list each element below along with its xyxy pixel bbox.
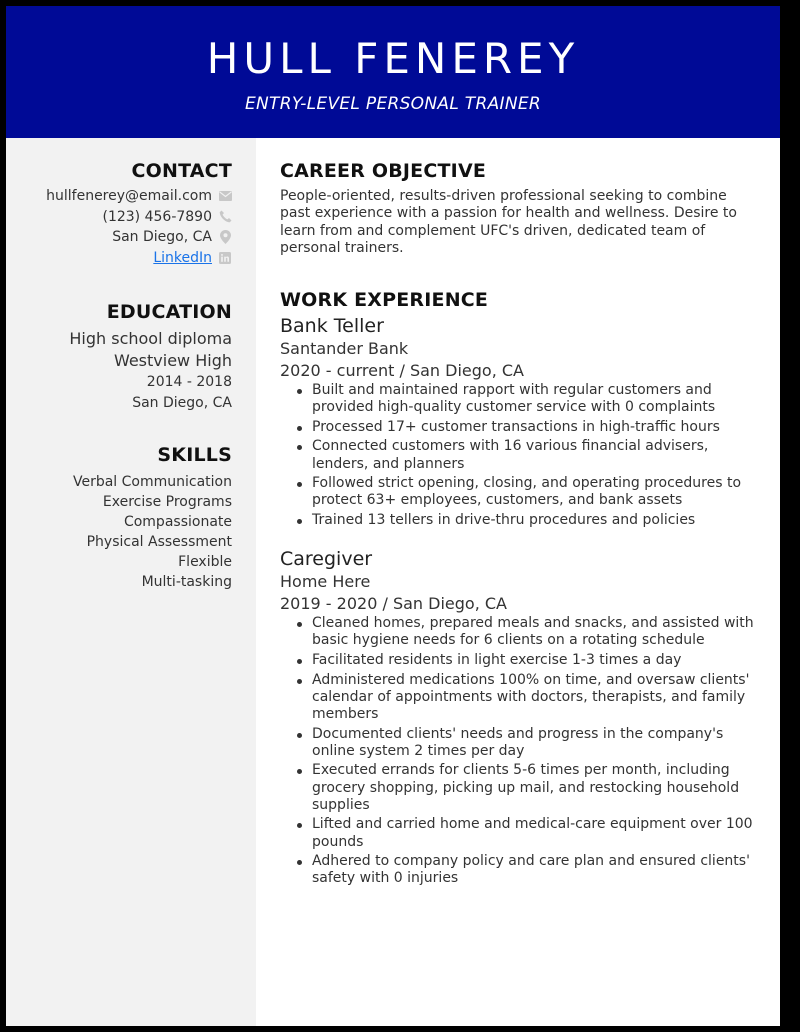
job-company: Santander Bank xyxy=(280,339,409,358)
job-bullets xyxy=(294,382,760,529)
location-text: San Diego, CA xyxy=(112,229,212,245)
job-title: Bank Teller xyxy=(280,315,384,337)
main-column xyxy=(256,138,780,1026)
list-item: Documented clients' needs and progress in the company's online system 2 times per day xyxy=(294,726,760,760)
objective-heading: CAREER OBJECTIVE xyxy=(280,160,487,182)
list-item: Lifted and carried home and medical-care equipment over 100 pounds xyxy=(294,816,760,850)
list-item: Trained 13 tellers in drive-thru procedures and policies xyxy=(294,512,760,529)
objective-section xyxy=(280,160,760,257)
linkedin-icon xyxy=(218,251,232,265)
job-title: Caregiver xyxy=(280,548,373,571)
contact-location xyxy=(46,227,232,248)
list-item: Administered medications 100% on time, and oversaw clients' calendar of appointments with doctors, therapists, and family members xyxy=(294,672,760,724)
education-heading: EDUCATION xyxy=(106,301,232,323)
job-bullets xyxy=(294,615,760,887)
job-location: San Diego, CA xyxy=(409,361,524,380)
list-item: Executed errands for clients 5-6 times per month, including grocery shopping, picking up mail, and restocking household supplies xyxy=(294,762,760,814)
contact-section xyxy=(46,160,232,268)
education-location: San Diego, CA xyxy=(132,394,232,411)
education-section xyxy=(69,301,232,413)
job-entry xyxy=(280,547,760,887)
linkedin-link[interactable]: LinkedIn xyxy=(153,249,212,266)
date-separator: / xyxy=(377,594,393,614)
job-company: Home Here xyxy=(280,572,371,592)
experience-section xyxy=(280,289,760,890)
sidebar xyxy=(6,138,256,1026)
list-item: Built and maintained rapport with regular customers and provided high-quality customer service with 0 complaints xyxy=(294,382,760,416)
objective-text: People-oriented, results-driven professional seeking to combine past experience with a passion for health and wellness. Desire to learn from and complement UFC's driven, dedicated team of personal trainers. xyxy=(280,188,737,256)
job-entry xyxy=(280,314,760,529)
phone-icon xyxy=(218,210,232,224)
job-dates-line xyxy=(280,360,760,382)
skill-item: Multi-tasking xyxy=(141,574,232,590)
list-item: Connected customers with 16 various financial advisers, lenders, and planners xyxy=(294,438,760,472)
header-banner xyxy=(6,6,780,138)
list-item: Followed strict opening, closing, and operating procedures to protect 63+ employees, customers, and bank assets xyxy=(294,475,760,509)
contact-email xyxy=(46,186,232,207)
education-school: Westview High xyxy=(113,351,232,370)
candidate-name: HULL FENEREY xyxy=(206,34,580,83)
map-pin-icon xyxy=(218,230,232,244)
skills-section xyxy=(73,444,232,592)
job-dates: 2020 - current xyxy=(280,361,395,380)
job-dates: 2019 - 2020 xyxy=(280,594,378,614)
envelope-icon xyxy=(218,189,232,203)
skill-item: Verbal Communication xyxy=(72,474,232,490)
education-degree: High school diploma xyxy=(69,329,232,348)
list-item: Processed 17+ customer transactions in high-traffic hours xyxy=(294,419,760,436)
skill-item: Compassionate xyxy=(123,514,232,530)
list-item: Facilitated residents in light exercise 1-3 times a day xyxy=(294,652,760,669)
resume-page xyxy=(6,6,780,1026)
job-location: San Diego, CA xyxy=(392,594,507,614)
date-separator: / xyxy=(394,361,410,380)
skill-item: Physical Assessment xyxy=(86,534,232,550)
experience-heading: WORK EXPERIENCE xyxy=(280,289,489,311)
contact-linkedin[interactable] xyxy=(46,248,232,269)
skill-item: Exercise Programs xyxy=(102,494,232,510)
contact-heading: CONTACT xyxy=(131,160,232,182)
phone-text: (123) 456-7890 xyxy=(102,208,212,225)
email-text: hullfenerey@email.com xyxy=(46,188,212,204)
job-dates-line xyxy=(280,593,760,615)
skills-heading: SKILLS xyxy=(157,444,232,466)
education-years: 2014 - 2018 xyxy=(146,374,232,390)
candidate-title: ENTRY-LEVEL PERSONAL TRAINER xyxy=(245,94,541,114)
skill-item: Flexible xyxy=(178,554,232,570)
list-item: Cleaned homes, prepared meals and snacks, and assisted with basic hygiene needs for 6 clients on a rotating schedule xyxy=(294,615,760,649)
contact-phone xyxy=(46,207,232,228)
list-item: Adhered to company policy and care plan and ensured clients' safety with 0 injuries xyxy=(294,853,760,887)
